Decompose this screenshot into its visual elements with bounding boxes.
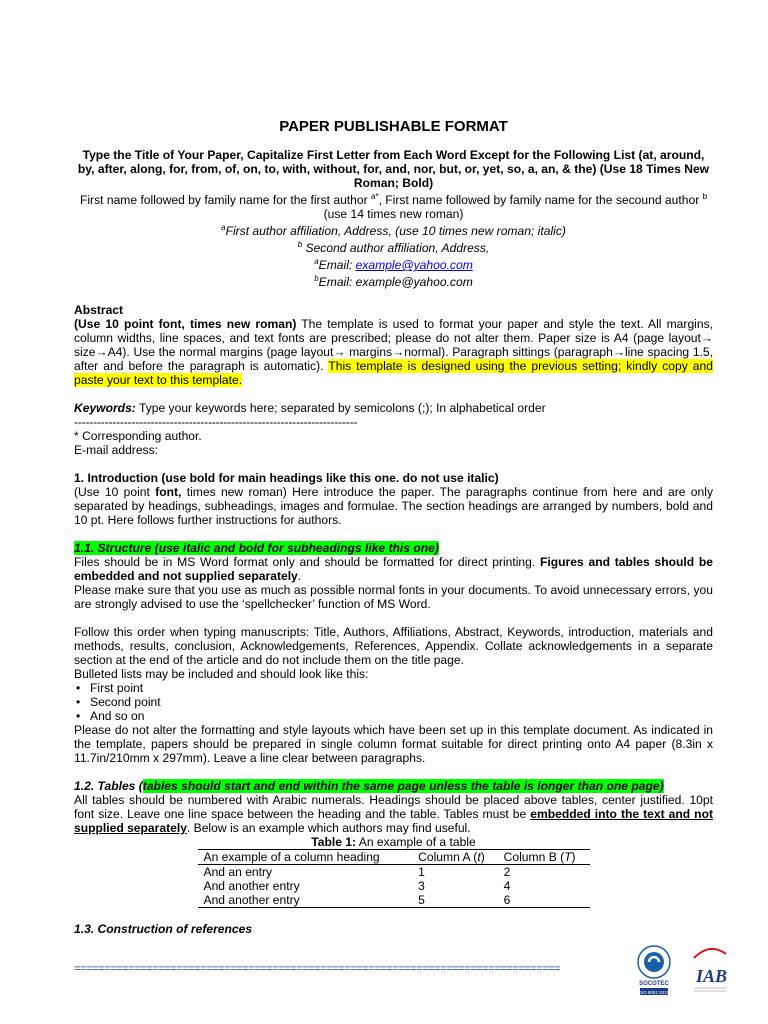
table-cell: And an entry bbox=[203, 865, 273, 880]
table-row bbox=[198, 879, 590, 893]
email-2-text: Email: example@yahoo.com bbox=[318, 275, 473, 290]
email-address-label: E-mail address: bbox=[74, 443, 159, 458]
document-body bbox=[74, 118, 713, 936]
footer-logos bbox=[632, 940, 732, 1000]
list-item: • First point bbox=[90, 681, 713, 695]
tables-heading-a: 1.2. Tables ( bbox=[74, 779, 143, 794]
authors-text-2: , First name followed by family name for the secound author bbox=[378, 193, 703, 208]
affiliation-1-text: First author affiliation, Address, (use 10 times new roman; italic) bbox=[225, 224, 566, 239]
affiliation-1 bbox=[74, 221, 713, 238]
table-header-row bbox=[198, 850, 590, 865]
table-caption-text: An example of a table bbox=[356, 835, 476, 850]
table-cell: And another entry bbox=[203, 879, 300, 894]
structure-paragraph-2: Please make sure that you use as much as possible normal fonts in your documents. To avoid unnecessary errors, you are strongly advised to use the ‘spellchecker’ function of MS Word. bbox=[74, 583, 713, 612]
abstract-heading: Abstract bbox=[74, 303, 124, 318]
authors-text-1: First name followed by family name for the first author bbox=[79, 193, 372, 208]
table-header-cell: Column A (t) bbox=[418, 850, 485, 865]
tables-p1-underline: embedded into the text and not supplied separately bbox=[74, 807, 713, 836]
email-2-sup: b bbox=[314, 274, 319, 284]
authors-sup-1: a* bbox=[371, 192, 379, 201]
tables-p1-text: All tables should be numbered with Arabic numerals. Headings should be placed above tables, center justified. 10pt font size. Leave one line space between the heading and the table. Tables must be bbox=[74, 793, 713, 822]
keywords-text: Type your keywords here; separated by semicolons (;); In alphabetical order bbox=[135, 401, 546, 416]
list-item: • Second point bbox=[90, 695, 713, 709]
structure-paragraph-5: Please do not alter the formatting and style layouts which have been set up in this template document. As indicated in the template, papers should be prepared in single column format suitable for direct printing onto A4 paper (8.3in x 11.7in/210mm x 297mm). Leave a line clear between paragraphs. bbox=[74, 723, 713, 766]
paper-title-instructions: Type the Title of Your Paper, Capitalize First Letter from Each Word Except for the Following List (at, around, by, after, along, for, from, of, on, to, with, without, for, and, nor, but, or, yet, so, a, an, & the) (Use 18 Times New Roman; Bold) bbox=[77, 148, 710, 190]
intro-text-2: times new roman) Here introduce the paper. The paragraphs continue from here and are only separated by headings, subheadings, images and formulae. The section headings are arranged by numbers, bold and 10 pt. Here follows further instructions for authors. bbox=[74, 485, 713, 528]
authors-sup-2: b bbox=[702, 192, 708, 201]
table-cell: 6 bbox=[503, 893, 511, 908]
structure-heading-b: use italic and bold for subheadings like this one) bbox=[158, 541, 439, 556]
example-table bbox=[198, 849, 590, 908]
structure-heading bbox=[74, 541, 713, 555]
structure-p1-text: Files should be in MS Word format only and should be formatted for direct printing. bbox=[74, 555, 541, 570]
keywords-label: Keywords: bbox=[74, 401, 136, 416]
authors-text-3: (use 14 times new roman) bbox=[323, 207, 464, 222]
structure-p1-bold: Figures and tables should be embedded and not supplied separately bbox=[74, 555, 713, 584]
list-item: • And so on bbox=[90, 709, 713, 723]
bullet-list bbox=[74, 681, 713, 723]
email-2 bbox=[74, 272, 713, 289]
tables-heading-b: tables should start and end within the same page unless the table is longer than one page) bbox=[142, 779, 664, 794]
abstract-paragraph bbox=[74, 317, 713, 387]
email-1-sup: a bbox=[314, 257, 319, 267]
table-caption-label: Table 1: bbox=[311, 835, 357, 850]
email-1 bbox=[74, 255, 713, 272]
iso-text: ISO 9001:2015 bbox=[638, 990, 670, 995]
references-heading: 1.3. Construction of references bbox=[74, 922, 253, 937]
table-cell: 1 bbox=[418, 865, 425, 880]
affiliation-1-sup: a bbox=[221, 223, 226, 233]
abstract-highlight: This template is designed using the previous setting; kindly copy and paste your text to this template. bbox=[74, 359, 713, 388]
structure-paragraph-1 bbox=[74, 555, 713, 583]
table-cell: 2 bbox=[503, 865, 511, 880]
table-cell: And another entry bbox=[203, 893, 300, 908]
table-header-cell: An example of a column heading bbox=[203, 850, 380, 865]
table-caption bbox=[74, 835, 713, 849]
tables-heading bbox=[74, 779, 713, 793]
abstract-lead: (Use 10 point font, times new roman) bbox=[74, 317, 297, 332]
page-title: PAPER PUBLISHABLE FORMAT bbox=[279, 118, 508, 135]
iab-text: IAB bbox=[696, 966, 728, 986]
structure-paragraph-4: Bulleted lists may be included and should look like this: bbox=[74, 667, 369, 682]
table-cell: 5 bbox=[418, 893, 425, 908]
intro-heading: 1. Introduction (use bold for main headings like this one. do not use italic) bbox=[74, 471, 499, 486]
abstract-text: The template is used to format your paper and style the text. All margins, column widths, line spaces, and text fonts are prescribed; please do not alter them. Paper size is A4 (page layout→ size→A4). Use the normal margins (page layout→ margins→normal). Paragraph sittings (paragraph→line spacing 1.5, after and before the paragraph is automatic). bbox=[74, 317, 713, 374]
affiliation-2 bbox=[74, 238, 713, 255]
structure-heading-a: 1.1. Structure ( bbox=[74, 541, 159, 556]
structure-p1-end: . bbox=[297, 569, 302, 584]
email-1-label: Email: bbox=[318, 258, 356, 273]
corresponding-author: * Corresponding author. bbox=[74, 429, 202, 444]
table-row bbox=[198, 893, 590, 908]
footer-rule: ================================================================================= bbox=[74, 964, 561, 976]
separator-line: -------------------------------------------------------------------------- bbox=[74, 415, 358, 430]
table-row bbox=[198, 865, 590, 880]
email-1-link[interactable]: example@yahoo.com bbox=[355, 258, 473, 273]
intro-text-1: (Use 10 point bbox=[74, 485, 156, 500]
structure-paragraph-3: Follow this order when typing manuscripts: Title, Authors, Affiliations, Abstract, Keywords, introduction, materials and methods, results, conclusion, Acknowledgements, References, Appendix. Collate acknowledgements in a separate section at the end of the article and do not include them on the title page. bbox=[74, 625, 713, 668]
table-cell: 4 bbox=[503, 879, 511, 894]
keywords-line bbox=[74, 401, 713, 415]
intro-paragraph bbox=[74, 485, 713, 527]
tables-paragraph bbox=[74, 793, 713, 835]
tables-p1-end: . Below is an example which authors may find useful. bbox=[186, 821, 471, 836]
table-header-cell: Column B (T) bbox=[503, 850, 576, 865]
table-cell: 3 bbox=[418, 879, 425, 894]
certification-logo-icon bbox=[632, 940, 732, 1000]
intro-text-bold: font, bbox=[155, 485, 182, 500]
affiliation-2-text: Second author affiliation, Address, bbox=[302, 241, 490, 256]
authors-line bbox=[74, 190, 713, 221]
socotec-text: SOCOTEC bbox=[639, 981, 669, 987]
affiliation-2-sup: b bbox=[297, 240, 303, 250]
